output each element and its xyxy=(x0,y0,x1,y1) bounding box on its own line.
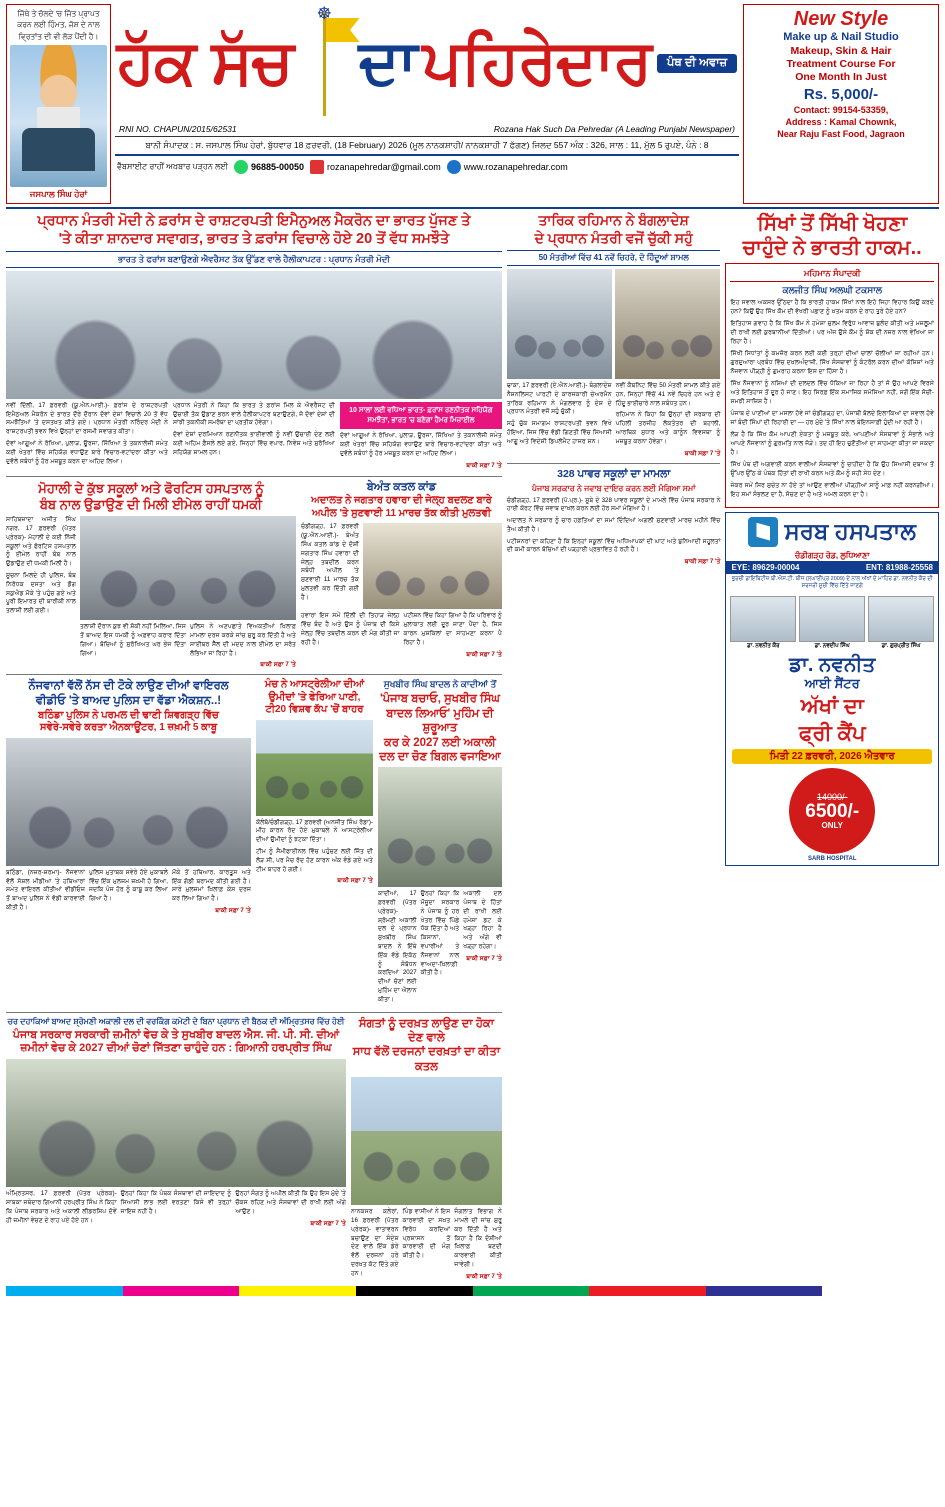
bathinda-headline-2: ਵੀਡੀਓ 'ਤੇ ਬਾਅਦ ਪੁਲਿਸ ਦਾ ਵੱਡਾ ਐਕਸ਼ਨ..! xyxy=(35,694,222,707)
lead-subhead: ਭਾਰਤ ਤੇ ਫਰਾਂਸ ਬਣਾਉਣਗੇ ਐਵਰੈਸਟ ਤੱਕ ਉੱਡਣ ਵਾਲੇ ਹੈਲੀਕਾਪਟਰ : ਪ੍ਰਧਾਨ ਮੰਤਰੀ ਮੋਦੀ xyxy=(6,251,502,268)
editorial-para-5: ਪੰਜਾਬ ਦੇ ਪਾਣੀਆਂ ਦਾ ਮਸਲਾ ਹੋਵੇ ਜਾਂ ਚੰਡੀਗੜ੍ਹ ਦਾ, ਪੰਜਾਬੀ ਬੋਲਦੇ ਇਲਾਕਿਆਂ ਦਾ ਸਵਾਲ ਹੋਵੇ ਜਾਂ ਬੰਦੀ ਸਿੰਘਾਂ ਦੀ ਰਿਹਾਈ ਦਾ — ਹਰ ਮੁੱਦੇ 'ਤੇ ਸਿੱਖਾਂ ਨਾਲ ਬੇਇਨਸਾਫ਼ੀ ਹੁੰਦੀ ਆ ਰਹੀ ਹੈ। xyxy=(730,409,934,426)
ad-sarb-hospital[interactable] xyxy=(725,512,939,866)
hospital-doctors xyxy=(726,592,938,654)
hospital-eye-phone[interactable]: EYE: 89629-00004 xyxy=(731,562,800,572)
s328-subhead: ਪੰਜਾਬ ਸਰਕਾਰ ਨੇ ਜਵਾਬ ਦਾਇਰ ਕਰਨ ਲਈ ਮੰਗਿਆ ਸਮਾਂ xyxy=(531,483,696,493)
editorial-title-1: ਸਿੱਖਾਂ ਤੋਂ ਸਿੱਖੀ ਖੋਹਣਾ xyxy=(757,213,908,235)
masthead-tagline: ਪੰਥ ਦੀ ਅਵਾਜ਼ xyxy=(657,54,737,73)
masthead-left-panel xyxy=(6,4,111,204)
t20-para-2: ਟੀਮ ਨੂੰ ਸੈਮੀਫਾਈਨਲ ਵਿੱਚ ਪਹੁੰਚਣ ਲਈ ਜਿੱਤ ਦੀ ਲੋੜ ਸੀ, ਪਰ ਮੈਚ ਰੱਦ ਹੋਣ ਕਾਰਨ ਅੰਕ ਵੰਡੇ ਗਏ ਅਤੇ ਟੀਮ ਬਾਹਰ ਹੋ ਗਈ। xyxy=(256,848,373,873)
masthead-divider xyxy=(6,207,939,209)
t20-continued[interactable]: ਬਾਕੀ ਸਫ਼ਾ 7 'ਤੇ xyxy=(337,877,373,885)
s328-para-1: ਚੰਡੀਗੜ੍ਹ, 17 ਫ਼ਰਵਰੀ (ਪੱ.ਪ੍ਰ.)- ਸੂਬੇ ਦੇ 328 ਪਾਵਰ ਸਕੂਲਾਂ ਦੇ ਮਾਮਲੇ ਵਿੱਚ ਪੰਜਾਬ ਸਰਕਾਰ ਨੇ ਹਾਈ ਕੋਰਟ ਵਿੱਚ ਜਵਾਬ ਦਾਖ਼ਲ ਕਰਨ ਲਈ ਹੋਰ ਸਮਾਂ ਮੰਗਿਆ ਹੈ। xyxy=(506,496,721,513)
s328-continued[interactable]: ਬਾਕੀ ਸਫ਼ਾ 7 'ਤੇ xyxy=(684,558,721,566)
row-mohali-besant xyxy=(6,481,502,670)
mohali-headline-2: ਬੰਬ ਨਾਲ ਉਡਾਉਣ ਦੀ ਮਿਲੀ ਈਮੇਲ ਰਾਹੀਂ ਧਮਕੀ xyxy=(39,496,263,512)
title-part-3: ਪਹਿਰੇਦਾਰ xyxy=(422,28,652,97)
trees-headline-2: ਸਾਧ ਵੱਲੋਂ ਦਰਜਨਾਂ ਦਰਖ਼ਤਾਂ ਦਾ ਕੀਤਾ ਕਤਲ xyxy=(352,1046,501,1073)
doctor-photo xyxy=(799,596,865,642)
trees-para-2: ਪਿੰਡ ਵਾਸੀਆਂ ਨੇ ਇਸ ਕਾਰਵਾਈ ਦਾ ਸਖ਼ਤ ਵਿਰੋਧ ਕਰਦਿਆਂ ਪ੍ਰਸ਼ਾਸਨ ਤੋਂ ਕਾਰਵਾਈ ਦੀ ਮੰਗ ਕੀਤੀ ਹੈ। xyxy=(402,1208,451,1260)
free-camp-line-1: ਅੱਖਾਂ ਦਾ xyxy=(800,694,864,718)
rni-row xyxy=(115,122,739,137)
t20-photo xyxy=(256,720,373,816)
divider-mid-1 xyxy=(507,463,721,464)
t20-headline-1: ਮੰਚ ਨੇ ਆਸਟ੍ਰੇਲੀਆ ਦੀਆਂ xyxy=(264,679,365,691)
lead-para-2b: ਦੋਵਾਂ ਦੇਸ਼ਾਂ ਦਰਮਿਆਨ ਰਣਨੀਤਕ ਭਾਈਵਾਲੀ ਨੂੰ ਨਵੀਂ ਉਚਾਈ ਦੇਣ ਲਈ ਕਈ ਅਹਿਮ ਫ਼ੈਸਲੇ ਲਏ ਗਏ, ਜਿਨ੍ਹਾਂ ਵਿੱਚ ਵਪਾਰ, ਨਿਵੇਸ਼ ਅਤੇ ਸੁਰੱਖਿਆ ਸਹਿਯੋਗ ਸ਼ਾਮਲ ਹਨ। xyxy=(172,431,335,456)
title-part-2: ਦਾ xyxy=(358,28,417,97)
besant-headline-1: ਬੇਅੰਤ ਕਤਲ ਕਾਂਡ xyxy=(366,480,437,493)
bathinda-para-2: ਪੁਲਿਸ ਮੁਤਾਬਕ ਸਵੇਰੇ ਹੋਏ ਮੁਕਾਬਲੇ ਵਿੱਚ ਇੱਕ ਮੁਲਜ਼ਮ ਜ਼ਖ਼ਮੀ ਹੋ ਗਿਆ, ਜਦਕਿ ਪੰਜ ਹੋਰ ਨੂੰ ਕਾਬੂ ਕਰ ਲਿਆ ਗਿਆ ਹੈ। xyxy=(89,868,168,903)
website-note: ਵੈੱਬਸਾਈਟ ਰਾਹੀਂ ਅਖ਼ਬਾਰ ਪੜ੍ਹਨ ਲਈ xyxy=(117,162,228,171)
mohali-continued[interactable]: ਬਾਕੀ ਸਫ਼ਾ 7 'ਤੇ xyxy=(260,661,296,669)
eye-center-name-2: ਆਈ ਸੈਂਟਰ xyxy=(804,675,860,691)
doctor-card xyxy=(730,596,796,650)
rni-number: RNI NO. CHAPUN/2015/62531 xyxy=(119,124,237,134)
hospital-logo-row xyxy=(726,513,938,551)
color-registration-strip xyxy=(6,1286,939,1296)
editorial-title-2: ਚਾਹੁੰਦੇ ਨੇ ਭਾਰਤੀ ਹਾਕਮ.. xyxy=(742,237,922,259)
ad-price: Rs. 5,000/- xyxy=(803,86,879,104)
title-part-1: ਹੱਕ ਸੱਚ xyxy=(116,28,293,97)
trees-photo xyxy=(351,1077,502,1205)
bathinda-photo xyxy=(6,738,251,866)
doctor-name: ਡਾ. ਨਵਨੀਤ ਕੌਰ xyxy=(747,642,780,649)
sukhbir-para-3: ਅਕਾਲੀ ਦਲ ਪੰਜਾਬ ਦੇ ਹਿੱਤਾਂ ਦੀ ਰਾਖੀ ਲਈ ਹਮੇਸ਼ਾ ਡਟ ਕੇ ਖੜ੍ਹਾ ਰਿਹਾ ਹੈ ਅਤੇ ਅੱਗੇ ਵੀ ਖੜ੍ਹਾ ਰਹੇਗਾ। xyxy=(463,890,502,951)
editorial-para-3: ਸਿੱਖੀ ਸਿਧਾਂਤਾਂ ਨੂੰ ਕਮਜ਼ੋਰ ਕਰਨ ਲਈ ਕਈ ਤਰ੍ਹਾਂ ਦੀਆਂ ਚਾਲਾਂ ਚੱਲੀਆਂ ਜਾ ਰਹੀਆਂ ਹਨ। ਗੁਰਦੁਆਰਾ ਪ੍ਰਬੰਧ ਵਿੱਚ ਦਖ਼ਲਅੰਦਾਜ਼ੀ, ਸਿੱਖ ਸੰਸਥਾਵਾਂ ਨੂੰ ਕੰਟਰੋਲ ਕਰਨ ਦੀਆਂ ਕੋਸ਼ਿਸ਼ਾਂ ਅਤੇ ਨੌਜਵਾਨ ਪੀੜ੍ਹੀ ਨੂੰ ਗੁਮਰਾਹ ਕਰਨਾ ਇਸ ਦਾ ਹਿੱਸਾ ਹੈ। xyxy=(730,349,934,375)
lead-col-3 xyxy=(340,402,502,471)
doctor-name: ਡਾ. ਗੁਰਪ੍ਰੀਤ ਸਿੰਘ xyxy=(881,642,921,649)
trees-continued[interactable]: ਬਾਕੀ ਸਫ਼ਾ 7 'ਤੇ xyxy=(466,1272,502,1280)
ad-contact: Contact: 99154-53359, xyxy=(793,105,889,116)
sukhbir-photo xyxy=(378,767,502,887)
t20-para-1: ਕੋਲੰਬੋ/ਚੰਡੀਗੜ੍ਹ, 17 ਫ਼ਰਵਰੀ (ਅਨਜੀਤ ਸਿੰਘ ਰੋਡਾ)- ਮੀਂਹ ਕਾਰਨ ਰੱਦ ਹੋਏ ਮੁਕਾਬਲੇ ਨੇ ਆਸਟ੍ਰੇਲੀਆ ਦੀਆਂ ਉਮੀਦਾਂ ਨੂੰ ਝਟਕਾ ਦਿੱਤਾ। xyxy=(256,818,373,844)
story-sukhbir-campaign xyxy=(378,679,502,1007)
ad-address-2: Near Raju Fast Food, Jagraon xyxy=(777,128,905,139)
lead-para-1: ਨਵੀਂ ਦਿੱਲੀ, 17 ਫ਼ਰਵਰੀ (ਯੂ.ਐਨ.ਆਈ.)- ਫ਼ਰਾਂਸ ਦੇ ਰਾਸ਼ਟਰਪਤੀ ਇਮੈਨੁਅਲ ਮੈਕਰੋਨ ਦੇ ਭਾਰਤ ਦੌਰੇ ਦੌਰਾਨ ਦੋਵਾਂ ਦੇਸ਼ਾਂ ਵਿਚਾਲੇ 20 ਤੋਂ ਵੱਧ ਸਮਝੌਤਿਆਂ 'ਤੇ ਦਸਤਖ਼ਤ ਕੀਤੇ ਗਏ। ਪ੍ਰਧਾਨ ਮੰਤਰੀ ਨਰਿੰਦਰ ਮੋਦੀ ਨੇ ਰਾਸ਼ਟਰਪਤੀ ਭਵਨ ਵਿਖੇ ਉਨ੍ਹਾਂ ਦਾ ਰਸਮੀ ਸਵਾਗਤ ਕੀਤਾ। xyxy=(6,401,168,436)
eye-center-name-1: ਡਾ. ਨਵਨੀਤ xyxy=(789,653,876,676)
editor-name: ਜਸਪਾਲ ਸਿੰਘ ਹੇਰਾਂ xyxy=(29,189,88,199)
editorial-para-7: ਸਿੱਖ ਪੰਥ ਦੀ ਅਗਵਾਈ ਕਰਨ ਵਾਲੀਆਂ ਸੰਸਥਾਵਾਂ ਨੂੰ ਚਾਹੀਦਾ ਹੈ ਕਿ ਉਹ ਸਿਆਸੀ ਦਬਾਅ ਤੋਂ ਉੱਪਰ ਉੱਠ ਕੇ ਪੰਥਕ ਹਿੱਤਾਂ ਦੀ ਰਾਖੀ ਕਰਨ ਅਤੇ ਕੌਮ ਨੂੰ ਸਹੀ ਸੇਧ ਦੇਣ। xyxy=(730,460,934,477)
lead-headline-line2: 'ਤੇ ਕੀਤਾ ਸ਼ਾਨਦਾਰ ਸਵਾਗਤ, ਭਾਰਤ ਤੇ ਫ਼ਰਾਂਸ ਵਿਚਾਲੇ ਹੋਏ 20 ਤੋਂ ਵੱਧ ਸਮਝੌਤੇ xyxy=(58,231,450,248)
s328-para-3: ਪਟੀਸ਼ਨਰਾਂ ਦਾ ਕਹਿਣਾ ਹੈ ਕਿ ਇਨ੍ਹਾਂ ਸਕੂਲਾਂ ਵਿੱਚ ਅਧਿਆਪਕਾਂ ਦੀ ਘਾਟ ਅਤੇ ਬੁਨਿਆਦੀ ਸਹੂਲਤਾਂ ਦੀ ਕਮੀ ਕਾਰਨ ਬੱਚਿਆਂ ਦੀ ਪੜ੍ਹਾਈ ਪ੍ਰਭਾਵਿਤ ਹੋ ਰਹੀ ਹੈ। xyxy=(506,537,721,554)
hospital-logo-icon xyxy=(748,517,778,547)
editorial-para-1: ਇਹ ਸਵਾਲ ਅਕਸਰ ਉੱਠਦਾ ਹੈ ਕਿ ਭਾਰਤੀ ਹਾਕਮ ਸਿੱਖਾਂ ਨਾਲ ਇਹੋ ਜਿਹਾ ਵਿਹਾਰ ਕਿਉਂ ਕਰਦੇ ਹਨ? ਕਿਉਂ ਉਹ ਸਿੱਖ ਕੌਮ ਦੀ ਵੱਖਰੀ ਪਛਾਣ ਨੂੰ ਖ਼ਤਮ ਕਰਨ ਦੇ ਰਾਹ ਤੁਰੇ ਹੋਏ ਹਨ? xyxy=(730,299,934,315)
whatsapp-icon xyxy=(234,160,248,174)
divider-1 xyxy=(6,476,502,477)
mohali-headline-1: ਮੋਹਾਲੀ ਦੇ ਕੁੱਝ ਸਕੂਲਾਂ ਅਤੇ ਫੋਰਟਿਸ ਹਸਪਤਾਲ ਨੂੰ xyxy=(38,480,264,496)
contact-row xyxy=(115,156,739,174)
price-badge xyxy=(789,768,875,854)
trees-para-3: ਜੰਗਲਾਤ ਵਿਭਾਗ ਨੇ ਮਾਮਲੇ ਦੀ ਜਾਂਚ ਸ਼ੁਰੂ ਕਰ ਦਿੱਤੀ ਹੈ ਅਤੇ ਕਿਹਾ ਹੈ ਕਿ ਦੋਸ਼ੀਆਂ ਖ਼ਿਲਾਫ਼ ਬਣਦੀ ਕਾਰਵਾਈ ਕੀਤੀ ਜਾਵੇਗੀ। xyxy=(454,1208,502,1268)
bathinda-headline-1: ਨੌਜਵਾਨਾਂ ਵੱਲੋਂ ਨੱਸ ਦੀ ਟੋਕੇ ਲਾਉਣ ਦੀਆਂ ਵਾਇਰਲ xyxy=(28,680,229,693)
masthead-blurb: ਜਿੱਥੇ ਤੇ ਚੱਲਦੇ 'ਚ ਜਿੱਤ ਪ੍ਰਾਪਤ ਕਰਨ ਲਈ ਹਿੰਮਤ, ਜੋਸ਼ ਦੇ ਨਾਲ ਵ੍ਰਿਤਾਂਤ ਦੀ ਵੀ ਲੋੜ ਪੈਂਦੀ ਹੈ। xyxy=(17,9,100,41)
editorial-label: ਮਹਿਮਾਨ ਸੰਪਾਦਕੀ xyxy=(730,268,934,282)
right-column xyxy=(725,212,939,1282)
bd-headline-2: ਦੇ ਪ੍ਰਧਾਨ ਮੰਤਰੀ ਵਜੋਂ ਚੁੱਕੀ ਸਹੁੰ xyxy=(534,229,693,246)
globe-icon xyxy=(447,160,461,174)
price-old: 14000/- xyxy=(816,791,848,802)
sukhbir-continued[interactable]: ਬਾਕੀ ਸਫ਼ਾ 7 'ਤੇ xyxy=(466,954,502,962)
website-url: www.rozanapehredar.com xyxy=(463,162,568,172)
bathinda-para-3: ਮੌਕੇ ਤੋਂ ਹਥਿਆਰ, ਕਾਰਤੂਸ ਅਤੇ ਇੱਕ ਗੱਡੀ ਬਰਾਮਦ ਕੀਤੀ ਗਈ ਹੈ। ਸਾਰੇ ਮੁਲਜ਼ਮਾਂ ਖ਼ਿਲਾਫ਼ ਕੇਸ ਦਰਜ ਕਰ ਲਿਆ ਗਿਆ ਹੈ। xyxy=(172,868,251,903)
doctor-photo xyxy=(730,596,796,642)
ad-line-2: Treatment Course For xyxy=(786,58,896,71)
sukhbir-headline-1: 'ਪੰਜਾਬ ਬਚਾਓ, ਸੁਖਬੀਰ ਸਿੰਘ ਬਾਦਲ ਲਿਆਓ' ਮੁਹਿੰਮ ਦੀ ਸ਼ੁਰੂਆਤ xyxy=(379,693,500,735)
lead-photo xyxy=(6,271,502,399)
hospital-address: ਚੰਡੀਗੜ੍ਹ ਰੋਡ, ਲੁਧਿਆਣਾ xyxy=(794,550,870,560)
ad-line-3: One Month In Just xyxy=(795,71,887,84)
lead-pink-box: 10 ਸਾਲਾਂ ਲਈ ਵਧਿਆ ਭਾਰਤ- ਫ਼ਰਾਂਸ ਰਣਨੀਤਕ ਸਹਿਯੋਗ ਸਮਝੌਤਾ, ਭਾਰਤ 'ਚ ਬਣੇਗਾ ਹੈਮਰ ਮਿਜ਼ਾਈਲ xyxy=(340,402,502,430)
hospital-footer: SARB HOSPITAL xyxy=(807,855,857,862)
story-france-visit xyxy=(6,212,502,471)
story-bathinda-encounter xyxy=(6,679,251,1007)
email-contact[interactable] xyxy=(310,160,441,174)
bathinda-sub-1: ਬਠਿੰਡਾ ਪੁਲਿਸ ਨੇ ਪਰਮਲ ਦੀ ਢਾਣੀ ਸ਼ਿਵਗੜ੍ਹ ਵਿੱਚ xyxy=(38,709,219,721)
s328-para-2: ਅਦਾਲਤ ਨੇ ਸਰਕਾਰ ਨੂੰ ਚਾਰ ਹਫ਼ਤਿਆਂ ਦਾ ਸਮਾਂ ਦਿੰਦਿਆਂ ਅਗਲੀ ਸੁਣਵਾਈ ਮਾਰਚ ਮਹੀਨੇ ਵਿੱਚ ਤੈਅ ਕੀਤੀ ਹੈ। xyxy=(506,517,721,533)
sukhbir-kicker: ਸੁਖਬੀਰ ਸਿੰਘ ਬਾਦਲ ਨੇ ਕਾਦੀਆਂ ਤੋਂ xyxy=(383,679,497,690)
besant-headline-2: ਅਦਾਲਤ ਨੇ ਜਗਤਾਰ ਹਵਾਰਾ ਦੀ ਜੇਲ੍ਹ ਬਦਲਣ ਬਾਰੇ xyxy=(311,495,492,507)
ad-subtitle: Make up & Nail Studio xyxy=(783,31,899,43)
story-land-sale xyxy=(6,1017,346,1282)
row-bathinda-t20 xyxy=(6,679,502,1007)
newspaper-title-row xyxy=(115,4,739,122)
lead-headline-line1: ਪ੍ਰਧਾਨ ਮੰਤਰੀ ਮੋਦੀ ਨੇ ਫ਼ਰਾਂਸ ਦੇ ਰਾਸ਼ਟਰਪਤੀ ਇਮੈਨੁਅਲ ਮੈਕਰੋਨ ਦਾ ਭਾਰਤ ਪੁੱਜਣ ਤੇ xyxy=(37,213,471,229)
ad-address-1: Address : Kamal Chownk, xyxy=(785,117,897,128)
besant-para-3: ਪਟੀਸ਼ਨ ਵਿੱਚ ਕਿਹਾ ਗਿਆ ਹੈ ਕਿ ਪਰਿਵਾਰ ਨੂੰ ਮੁਲਾਕਾਤ ਲਈ ਦੂਰ ਜਾਣਾ ਪੈਂਦਾ ਹੈ, ਜਿਸ ਕਾਰਨ ਮੁਸ਼ਕਿਲਾਂ ਦਾ ਸਾਹਮਣਾ ਕਰਨਾ ਪੈ ਰਿਹਾ ਹੈ। xyxy=(403,612,502,646)
email-address: rozanapehredar@gmail.com xyxy=(327,162,441,172)
hospital-phone-bar xyxy=(726,561,938,574)
land-para-2: ਉਨ੍ਹਾਂ ਕਿਹਾ ਕਿ ਪੰਥਕ ਸੰਸਥਾਵਾਂ ਦੀ ਜਾਇਦਾਦ ਨੂੰ ਸਿਆਸੀ ਲਾਭ ਲਈ ਵਰਤਣਾ ਕਿਸੇ ਵੀ ਤਰ੍ਹਾਂ ਜਾਇਜ਼ ਨਹੀਂ ਹੈ। xyxy=(120,1190,232,1215)
row-land-trees xyxy=(6,1017,502,1282)
price-only-label: ONLY xyxy=(821,820,843,830)
story-328-schools xyxy=(507,468,721,567)
story-t20-worldcup xyxy=(256,679,373,1007)
land-para-3: ਉਨ੍ਹਾਂ ਸੰਗਤ ਨੂੰ ਅਪੀਲ ਕੀਤੀ ਕਿ ਉਹ ਇਸ ਮੁੱਦੇ 'ਤੇ ਚੌਕਸ ਰਹਿਣ ਅਤੇ ਸੰਸਥਾਵਾਂ ਦੀ ਰਾਖੀ ਲਈ ਅੱਗੇ ਆਉਣ। xyxy=(235,1190,347,1215)
land-continued[interactable]: ਬਾਕੀ ਸਫ਼ਾ 7 'ਤੇ xyxy=(310,1219,347,1227)
editorial-author: ਕਲਜੀਤ ਸਿੰਘ ਅਲਘੀ ਟਕਸਾਲ xyxy=(782,285,882,295)
price-new: 6500/- xyxy=(805,800,860,822)
lead-col-1 xyxy=(6,402,168,471)
editorial-para-6: ਲੋੜ ਹੈ ਕਿ ਸਿੱਖ ਕੌਮ ਆਪਣੀ ਏਕਤਾ ਨੂੰ ਮਜ਼ਬੂਤ ਕਰੇ, ਆਪਣੀਆਂ ਸੰਸਥਾਵਾਂ ਨੂੰ ਸੰਭਾਲੇ ਅਤੇ ਆਪਣੇ ਨੌਜਵਾਨਾਂ ਨੂੰ ਗੁਰਮਤਿ ਨਾਲ ਜੋੜੇ। ਤਦ ਹੀ ਇਹ ਚੁਣੌਤੀਆਂ ਦਾ ਸਾਹਮਣਾ ਕੀਤਾ ਜਾ ਸਕਦਾ ਹੈ। xyxy=(730,430,934,456)
whatsapp-contact[interactable] xyxy=(234,160,304,174)
story-mohali-bomb-threat xyxy=(6,481,296,670)
besant-photo xyxy=(363,523,502,609)
doctor-name: ਡਾ. ਨਵਦੀਪ ਸਿੰਘ xyxy=(814,642,850,649)
hospital-tagline: ਭੁਰਚੀ ਡਾਇਬਿਟੀਜ਼ ਬੀ.ਐਸ.ਟੀ. ਬੀਜ (ਲਘਾਈਪ੍ਰ 2009) ਦੇ ਨਾਲ ਅੱਖਾਂ ਦੇ ਮਾਹਿਰ ਡਾ. ਨਵਨੀਤ ਕੌਰ ਦੀ ਸਰਜਰੀ ਸੂਚੀ ਵਿੱਚ ਦਿੱਤੇ ਜਾਣਗੇ xyxy=(731,575,933,589)
trees-para-1: ਨਾਨਕਸਰ ਕਲੇਰਾਂ, 16 ਫ਼ਰਵਰੀ (ਪੱਤਰ ਪ੍ਰੇਰਕ)- ਵਾਤਾਵਰਨ ਬਚਾਉਣ ਦਾ ਸੰਦੇਸ਼ ਦੇਣ ਵਾਲੇ ਇੱਕ ਡੇਰੇ ਵੱਲੋਂ ਦਰਜਨਾਂ ਹਰੇ ਦਰਖ਼ਤ ਕੱਟ ਦਿੱਤੇ ਗਏ ਹਨ। xyxy=(351,1208,399,1277)
sukhbir-para-2: ਉਨ੍ਹਾਂ ਕਿਹਾ ਕਿ ਮੌਜੂਦਾ ਸਰਕਾਰ ਨੇ ਪੰਜਾਬ ਨੂੰ ਹਰ ਖੇਤਰ ਵਿੱਚ ਪਿੱਛੇ ਧੱਕ ਦਿੱਤਾ ਹੈ ਅਤੇ ਕਿਸਾਨਾਂ, ਵਪਾਰੀਆਂ ਤੇ ਨੌਜਵਾਨਾਂ ਨਾਲ ਵਾਅਦਾ-ਖ਼ਿਲਾਫ਼ੀ ਕੀਤੀ ਹੈ। xyxy=(420,890,460,977)
mohali-col-1 xyxy=(6,516,76,670)
editorial-para-8: ਜੇਕਰ ਸਮੇਂ ਸਿਰ ਸੁਚੇਤ ਨਾ ਹੋਏ ਤਾਂ ਆਉਣ ਵਾਲੀਆਂ ਪੀੜ੍ਹੀਆਂ ਸਾਨੂੰ ਮਾਫ਼ ਨਹੀਂ ਕਰਨਗੀਆਂ। ਇਹ ਸਮਾਂ ਸੰਭਲਣ ਦਾ ਹੈ, ਸੋਚਣ ਦਾ ਹੈ ਅਤੇ ਅਮਲ ਕਰਨ ਦਾ ਹੈ। xyxy=(730,481,934,498)
besant-continued[interactable]: ਬਾਕੀ ਸਫ਼ਾ 7 'ਤੇ xyxy=(466,650,502,658)
lead-para-1b: ਦੋਵਾਂ ਆਗੂਆਂ ਨੇ ਰੱਖਿਆ, ਪੁਲਾੜ, ਊਰਜਾ, ਸਿੱਖਿਆ ਤੇ ਤਕਨਾਲੋਜੀ ਸਮੇਤ ਕਈ ਖੇਤਰਾਂ ਵਿੱਚ ਸਹਿਯੋਗ ਵਧਾਉਣ ਬਾਰੇ ਵਿਚਾਰ-ਵਟਾਂਦਰਾ ਕੀਤਾ ਅਤੇ ਦੁਵੱਲੇ ਸਬੰਧਾਂ ਨੂੰ ਹੋਰ ਮਜ਼ਬੂਤ ਕਰਨ ਦਾ ਅਹਿਦ ਲਿਆ। xyxy=(6,440,168,465)
story-trees-cut xyxy=(351,1017,502,1282)
issue-meta: ਬਾਨੀ ਸੰਪਾਦਕ : ਸ. ਜਸਪਾਲ ਸਿੰਘ ਹੇਰਾਂ, ਬੁੱਧਵਾਰ 18 ਫ਼ਰਵਰੀ, (18 February) 2026 (ਮੂਲ ਨਾਨਕਸ਼ਾਹੀ/ ਨਾਨਕਸ਼ਾਹੀ 7 ਫੱਗਣ) ਜਿਲਦ 557 ਅੰਕ : 326, ਸਾਲ : 11, ਮੁੱਲ 5 ਰੁਪਏ, ਪੰਨੇ : 8 xyxy=(115,137,739,156)
bd-para-3: ਨਵੀਂ ਕੈਬਨਿਟ ਵਿੱਚ 50 ਮੰਤਰੀ ਸ਼ਾਮਲ ਕੀਤੇ ਗਏ ਹਨ, ਜਿਨ੍ਹਾਂ ਵਿੱਚੋਂ 41 ਨਵੇਂ ਚਿਹਰੇ ਹਨ ਅਤੇ ਦੋ ਹਿੰਦੂ ਭਾਈਚਾਰੇ ਨਾਲ ਸਬੰਧਤ ਹਨ। xyxy=(615,382,721,407)
land-kicker: ਚਰ ਦਹਾਕਿਆਂ ਬਾਅਦ ਸ਼੍ਰੋਮਣੀ ਅਕਾਲੀ ਦਲ ਦੀ ਵਰਕਿੰਗ ਕਮੇਟੀ ਦੇ ਬਿਨਾ ਪ੍ਰਧਾਨ ਦੀ ਬੈਠਕ ਦੀ ਅੰਮ੍ਰਿਤਸਰ ਵਿੱਚ ਹੋਈ xyxy=(7,1016,345,1026)
portrait-coat xyxy=(22,128,96,171)
hospital-ent-phone[interactable]: ENT: 81988-25558 xyxy=(865,562,933,572)
story-besant-case xyxy=(301,481,502,670)
hospital-name: ਸਰਬ ਹਸਪਤਾਲ xyxy=(784,518,916,545)
divider-3 xyxy=(6,1012,502,1013)
doctor-card xyxy=(799,596,865,650)
masthead xyxy=(6,4,939,204)
ad-title: New Style xyxy=(793,8,889,30)
camp-date-badge: ਮਿਤੀ 22 ਫ਼ਰਵਰੀ, 2026 ਐਤਵਾਰ xyxy=(732,749,932,764)
story-bangladesh-pm xyxy=(507,212,721,458)
trees-headline-1: ਸੰਗਤਾਂ ਨੂੰ ਦਰਖ਼ਤ ਲਾਉਣ ਦਾ ਹੋਕਾ ਦੇਣ ਵਾਲੇ xyxy=(358,1017,495,1044)
lead-para-2: ਪ੍ਰਧਾਨ ਮੰਤਰੀ ਨੇ ਕਿਹਾ ਕਿ ਭਾਰਤ ਤੇ ਫ਼ਰਾਂਸ ਮਿਲ ਕੇ ਐਵਰੈਸਟ ਦੀ ਉਚਾਈ ਤੱਕ ਉਡਾਣ ਭਰਨ ਵਾਲੇ ਹੈਲੀਕਾਪਟਰ ਬਣਾਉਣਗੇ, ਜੋ ਦੋਵਾਂ ਦੇਸ਼ਾਂ ਦੀ ਸਾਂਝੀ ਤਕਨੀਕੀ ਸਮਰੱਥਾ ਦਾ ਪ੍ਰਤੀਕ ਹੋਵੇਗਾ। xyxy=(172,401,335,427)
bd-headline-1: ਤਾਰਿਕ ਰਹਿਮਾਨ ਨੇ ਬੰਗਲਾਦੇਸ਼ xyxy=(538,212,689,228)
editor-portrait xyxy=(10,45,107,187)
editorial-para-2: ਇਤਿਹਾਸ ਗਵਾਹ ਹੈ ਕਿ ਸਿੱਖ ਕੌਮ ਨੇ ਹਮੇਸ਼ਾ ਜ਼ੁਲਮ ਵਿਰੁੱਧ ਆਵਾਜ਼ ਬੁਲੰਦ ਕੀਤੀ ਅਤੇ ਮਜ਼ਲੂਮਾਂ ਦੀ ਰਾਖੀ ਲਈ ਕੁਰਬਾਨੀਆਂ ਦਿੱਤੀਆਂ। ਪਰ ਅੱਜ ਉਸੇ ਕੌਮ ਨੂੰ ਸ਼ੱਕ ਦੀ ਨਜ਼ਰ ਨਾਲ ਵੇਖਿਆ ਜਾ ਰਿਹਾ ਹੈ। xyxy=(730,319,934,345)
phone-number: 96885-00050 xyxy=(250,162,305,172)
ad-new-style[interactable] xyxy=(743,4,939,204)
bd-photo-2 xyxy=(615,269,720,379)
mohali-para-1b: ਸੂਚਨਾ ਮਿਲਦੇ ਹੀ ਪੁਲਿਸ, ਬੰਬ ਨਿਰੋਧਕ ਦਸਤਾ ਅਤੇ ਡੌਗ ਸਕੁਐਡ ਮੌਕੇ 'ਤੇ ਪਹੁੰਚ ਗਏ ਅਤੇ ਪੂਰੀ ਇਮਾਰਤ ਦੀ ਬਾਰੀਕੀ ਨਾਲ ਤਲਾਸ਼ੀ ਲਈ ਗਈ। xyxy=(6,571,76,615)
mohali-para-3: ਪੁਲਿਸ ਨੇ ਅਣਪਛਾਤੇ ਵਿਅਕਤੀਆਂ ਖ਼ਿਲਾਫ਼ ਮਾਮਲਾ ਦਰਜ ਕਰਕੇ ਜਾਂਚ ਸ਼ੁਰੂ ਕਰ ਦਿੱਤੀ ਹੈ ਅਤੇ ਸਾਈਬਰ ਸੈੱਲ ਦੀ ਮਦਦ ਨਾਲ ਈਮੇਲ ਦਾ ਸਰੋਤ ਲੱਭਿਆ ਜਾ ਰਿਹਾ ਹੈ। xyxy=(190,623,296,657)
besant-para-2: ਹਵਾਰਾ ਇਸ ਸਮੇਂ ਦਿੱਲੀ ਦੀ ਤਿਹਾੜ ਜੇਲ੍ਹ ਵਿੱਚ ਬੰਦ ਹੈ ਅਤੇ ਉਸ ਨੂੰ ਪੰਜਾਬ ਦੀ ਕਿਸੇ ਜੇਲ੍ਹ ਵਿੱਚ ਤਬਦੀਲ ਕਰਨ ਦੀ ਮੰਗ ਕੀਤੀ ਜਾ ਰਹੀ ਹੈ। xyxy=(301,612,400,646)
bd-photo-1 xyxy=(507,269,612,379)
bd-para-2: ਸਹੁੰ ਚੁੱਕ ਸਮਾਗਮ ਰਾਸ਼ਟਰਪਤੀ ਭਵਨ ਵਿਖੇ ਹੋਇਆ, ਜਿਸ ਵਿੱਚ ਵੱਡੀ ਗਿਣਤੀ ਵਿੱਚ ਸਿਆਸੀ ਆਗੂ ਅਤੇ ਵਿਦੇਸ਼ੀ ਡਿਪਲੋਮੈਟ ਹਾਜ਼ਰ ਸਨ। xyxy=(506,420,612,445)
website-contact[interactable] xyxy=(447,160,568,174)
mohali-photo xyxy=(80,516,296,620)
besant-headline-3: ਅਪੀਲ 'ਤੇ ਸੁਣਵਾਈ 11 ਮਾਰਚ ਤੱਕ ਕੀਤੀ ਮੁਲਤਵੀ xyxy=(311,507,491,519)
mohali-para-1: ਸਾਹਿਬਜ਼ਾਦਾ ਅਜੀਤ ਸਿੰਘ ਨਗਰ, 17 ਫ਼ਰਵਰੀ (ਪੱਤਰ ਪ੍ਰੇਰਕ)- ਮੋਹਾਲੀ ਦੇ ਕਈ ਨਿੱਜੀ ਸਕੂਲਾਂ ਅਤੇ ਫੋਰਟਿਸ ਹਸਪਤਾਲ ਨੂੰ ਈਮੇਲ ਰਾਹੀਂ ਬੰਬ ਨਾਲ ਉਡਾਉਣ ਦੀ ਧਮਕੀ ਮਿਲੀ ਹੈ। xyxy=(6,516,76,568)
besant-para-1: ਚੰਡੀਗੜ੍ਹ, 17 ਫ਼ਰਵਰੀ (ਯੂ.ਐਨ.ਆਈ.)- ਬੇਅੰਤ ਸਿੰਘ ਕਤਲ ਕਾਂਡ ਦੇ ਦੋਸ਼ੀ ਜਗਤਾਰ ਸਿੰਘ ਹਵਾਰਾ ਦੀ ਜੇਲ੍ਹ ਤਬਦੀਲ ਕਰਨ ਸਬੰਧੀ ਅਪੀਲ 'ਤੇ ਸੁਣਵਾਈ 11 ਮਾਰਚ ਤੱਕ ਮੁਲਤਵੀ ਕਰ ਦਿੱਤੀ ਗਈ ਹੈ। xyxy=(301,523,359,601)
lead-continued[interactable]: ਬਾਕੀ ਸਫ਼ਾ 7 'ਤੇ xyxy=(466,461,502,469)
editorial-para-4: ਸਿੱਖ ਨੌਜਵਾਨਾਂ ਨੂੰ ਨਸ਼ਿਆਂ ਦੀ ਦਲਦਲ ਵਿੱਚ ਧੱਕਿਆ ਜਾ ਰਿਹਾ ਹੈ ਤਾਂ ਜੋ ਉਹ ਆਪਣੇ ਵਿਰਸੇ ਅਤੇ ਇਤਿਹਾਸ ਤੋਂ ਦੂਰ ਹੋ ਜਾਣ। ਇਹ ਸਿਰਫ਼ ਇੱਕ ਸਮਾਜਿਕ ਸਮੱਸਿਆ ਨਹੀਂ, ਸਗੋਂ ਇੱਕ ਸੋਚੀ-ਸਮਝੀ ਸਾਜ਼ਿਸ਼ ਹੈ। xyxy=(730,379,934,405)
mail-icon xyxy=(310,160,324,174)
bd-para-1: ਢਾਕਾ, 17 ਫ਼ਰਵਰੀ (ਏ.ਐਨ.ਆਈ.)- ਬੰਗਲਾਦੇਸ਼ ਨੈਸ਼ਨਲਿਸਟ ਪਾਰਟੀ ਦੇ ਕਾਰਜਕਾਰੀ ਚੇਅਰਮੈਨ ਤਾਰਿਕ ਰਹਿਮਾਨ ਨੇ ਮੰਗਲਵਾਰ ਨੂੰ ਦੇਸ਼ ਦੇ ਪ੍ਰਧਾਨ ਮੰਤਰੀ ਵਜੋਂ ਸਹੁੰ ਚੁੱਕੀ। xyxy=(506,382,612,416)
divider-2 xyxy=(6,674,502,675)
masthead-center xyxy=(115,4,739,204)
lead-col-2 xyxy=(173,402,335,471)
bathinda-para-1: ਬਠਿੰਡਾ, (ਨਜ਼ਰ-ਸ਼ਰਮਾ)- ਨੌਜਵਾਨਾਂ ਵੱਲੋਂ ਸੋਸ਼ਲ ਮੀਡੀਆ 'ਤੇ ਹਥਿਆਰਾਂ ਸਮੇਤ ਵਾਇਰਲ ਕੀਤੀਆਂ ਵੀਡੀਓਜ਼ ਤੋਂ ਬਾਅਦ ਪੁਲਿਸ ਨੇ ਵੱਡੀ ਕਾਰਵਾਈ ਕੀਤੀ ਹੈ। xyxy=(6,868,85,912)
lead-para-3: ਦੋਵਾਂ ਆਗੂਆਂ ਨੇ ਰੱਖਿਆ, ਪੁਲਾੜ, ਊਰਜਾ, ਸਿੱਖਿਆ ਤੇ ਤਕਨਾਲੋਜੀ ਸਮੇਤ ਕਈ ਖੇਤਰਾਂ ਵਿੱਚ ਸਹਿਯੋਗ ਵਧਾਉਣ ਬਾਰੇ ਵਿਚਾਰ-ਵਟਾਂਦਰਾ ਕੀਤਾ ਅਤੇ ਦੁਵੱਲੇ ਸਬੰਧਾਂ ਨੂੰ ਹੋਰ ਮਜ਼ਬੂਤ ਕਰਨ ਦਾ ਅਹਿਦ ਲਿਆ। xyxy=(339,432,502,458)
content-grid xyxy=(6,212,939,1282)
land-headline-1: ਪੰਜਾਬ ਸਰਕਾਰ ਸਰਕਾਰੀ ਜ਼ਮੀਨਾਂ ਵੇਚ ਕੇ ਤੇ ਸੁਖਬੀਰ ਬਾਦਲ ਐਸ. ਜੀ. ਪੀ. ਸੀ. ਦੀਆਂ xyxy=(12,1028,340,1041)
t20-headline-3: ਟੀ20 ਵਿਸ਼ਵ ਕੱਪ 'ਚੋਂ ਬਾਹਰ xyxy=(265,704,364,716)
bathinda-sub-2: ਸਵੇਰੇ-ਸਵੇਰੇ ਕਰਤਾ ਐਨਕਾਊਂਟਰ, 1 ਜ਼ਖ਼ਮੀ 5 ਕਾਬੂ xyxy=(39,722,218,734)
guest-editorial xyxy=(725,263,939,508)
doctor-card xyxy=(868,596,934,650)
left-column xyxy=(6,212,502,1282)
ad-line-1: Makeup, Skin & Hair xyxy=(790,45,892,57)
nishan-sahib-icon: ☸ xyxy=(299,8,353,118)
s328-headline: 328 ਪਾਵਰ ਸਕੂਲਾਂ ਦਾ ਮਾਮਲਾ xyxy=(557,468,671,481)
sukhbir-para-1: ਕਾਦੀਆਂ, 17 ਫ਼ਰਵਰੀ (ਪੱਤਰ ਪ੍ਰੇਰਕ)- ਸ਼੍ਰੋਮਣੀ ਅਕਾਲੀ ਦਲ ਦੇ ਪ੍ਰਧਾਨ ਸੁਖਬੀਰ ਸਿੰਘ ਬਾਦਲ ਨੇ ਇੱਥੇ ਇੱਕ ਵੱਡੇ ਇਕੱਠ ਨੂੰ ਸੰਬੋਧਨ ਕਰਦਿਆਂ 2027 ਦੀਆਂ ਚੋਣਾਂ ਲਈ ਮੁਹਿੰਮ ਦਾ ਐਲਾਨ ਕੀਤਾ। xyxy=(378,890,417,1003)
bathinda-continued[interactable]: ਬਾਕੀ ਸਫ਼ਾ 7 'ਤੇ xyxy=(215,907,251,915)
land-headline-2: ਜ਼ਮੀਨਾਂ ਵੇਚ ਕੇ 2027 ਦੀਆਂ ਚੋਣਾਂ ਜਿੱਤਣਾ ਚਾਹੁੰਦੇ ਹਨ : ਗਿਆਨੀ ਹਰਪ੍ਰੀਤ ਸਿੰਘ xyxy=(20,1042,332,1055)
sukhbir-headline-2: ਕਰ ਕੇ 2027 ਲਈ ਅਕਾਲੀ ਦਲ ਦਾ ਚੋਣ ਬਿਗਲ ਵਜਾਇਆ xyxy=(379,736,501,763)
bd-continued[interactable]: ਬਾਕੀ ਸਫ਼ਾ 7 'ਤੇ xyxy=(684,449,721,457)
middle-column xyxy=(507,212,721,1282)
mohali-para-2: ਤਲਾਸ਼ੀ ਦੌਰਾਨ ਕੁਝ ਵੀ ਸ਼ੱਕੀ ਨਹੀਂ ਮਿਲਿਆ, ਜਿਸ ਤੋਂ ਬਾਅਦ ਇਸ ਧਮਕੀ ਨੂੰ ਅਫ਼ਵਾਹ ਕਰਾਰ ਦਿੱਤਾ ਗਿਆ। ਬੱਚਿਆਂ ਨੂੰ ਸੁਰੱਖਿਅਤ ਘਰ ਭੇਜ ਦਿੱਤਾ ਗਿਆ। xyxy=(80,623,186,657)
editorial-body xyxy=(730,299,934,500)
bd-subhead: 50 ਮੰਤਰੀਆਂ ਵਿੱਚ 41 ਨਵੇਂ ਚਿਹਰੇ, ਦੋ ਹਿੰਦੂਆਂ ਸ਼ਾਮਲ xyxy=(507,250,721,266)
doctor-photo xyxy=(868,596,934,642)
t20-headline-2: ਉਮੀਦਾਂ 'ਤੇ ਫੇਰਿਆ ਪਾਣੀ, xyxy=(268,691,361,703)
free-camp-line-2: ਫ੍ਰੀ ਕੈਂਪ xyxy=(798,721,866,745)
land-para-1: ਅੰਮ੍ਰਿਤਸਰ, 17 ਫ਼ਰਵਰੀ (ਪੱਤਰ ਪ੍ਰੇਰਕ)- ਸਾਬਕਾ ਜਥੇਦਾਰ ਗਿਆਨੀ ਹਰਪ੍ਰੀਤ ਸਿੰਘ ਨੇ ਕਿਹਾ ਕਿ ਪੰਜਾਬ ਸਰਕਾਰ ਅਤੇ ਅਕਾਲੀ ਲੀਡਰਸ਼ਿਪ ਦੋਵੇਂ ਹੀ ਜ਼ਮੀਨਾਂ ਵੇਚਣ ਦੇ ਰਾਹ ਪਏ ਹੋਏ ਹਨ। xyxy=(6,1190,117,1224)
english-subtitle: Rozana Hak Such Da Pehredar (A Leading Punjabi Newspaper) xyxy=(493,124,735,134)
bd-para-4: ਰਹਿਮਾਨ ਨੇ ਕਿਹਾ ਕਿ ਉਨ੍ਹਾਂ ਦੀ ਸਰਕਾਰ ਦੀ ਪਹਿਲੀ ਤਰਜੀਹ ਲੋਕਤੰਤਰ ਦੀ ਬਹਾਲੀ, ਆਰਥਿਕ ਸੁਧਾਰ ਅਤੇ ਕਾਨੂੰਨ ਵਿਵਸਥਾ ਨੂੰ ਮਜ਼ਬੂਤ ਕਰਨਾ ਹੋਵੇਗਾ। xyxy=(615,411,721,445)
land-photo xyxy=(6,1059,346,1187)
